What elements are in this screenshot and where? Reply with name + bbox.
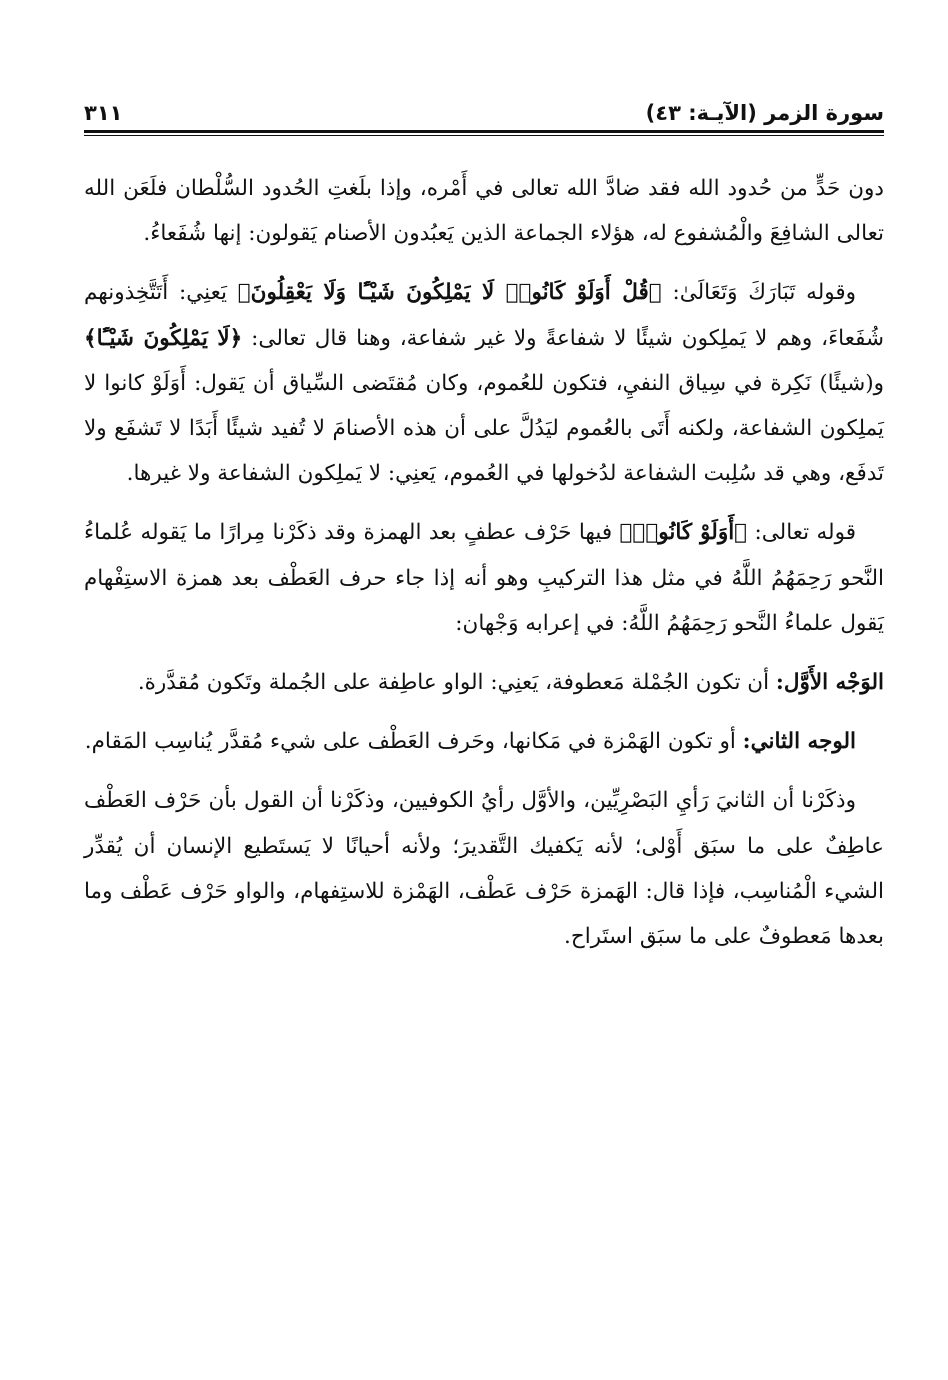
paragraph-6: [84, 778, 884, 959]
paragraph-text: دون حَدٍّ من حُدود الله فقد ضادَّ الله تعالى في أَمْره، وإذا بلَغتِ الحُدود السُّلْطان فلَعَن الله تعالى الشافِعَ والْمُشفوع له، هؤلاء الجماعة الذين يَعبُدون الأصنام يَقولون: إنها شُفَعاءُ.: [84, 176, 884, 247]
page-body: [84, 166, 884, 959]
paragraph-label: الوَجْه الأَوَّل:: [775, 670, 884, 696]
paragraph-label: الوجه الثاني:: [742, 729, 856, 755]
book-page: [84, 80, 884, 1340]
paragraph-lead: قوله تعالى:: [747, 520, 856, 546]
paragraph-lead: وقوله تَبَارَكَ وَتَعَالَىٰ:: [661, 280, 857, 306]
quran-verse: ﴿لَا يَمْلِكُونَ شَيْـًٔا﴾: [84, 325, 243, 351]
paragraph-3: [84, 510, 884, 646]
surah-title: سورة الزمر (الآيـة: ٤٣): [645, 101, 884, 125]
paragraph-text: فيها حَرْف عطفٍ بعد الهمزة وقد ذكَرْنا مِرارًا ما يَقوله عُلماءُ النَّحو رَحِمَهُمُ اللَّهُ في مثل هذا التركيبِ وهو أنه إذا جاء حرف العَطْف بعد همزة الاستِفْهام يَقول علماءُ النَّحو رَحِمَهُمُ اللَّهُ: في إعرابه وَجْهان:: [84, 520, 884, 636]
quran-verse: ﴿أَوَلَوْ كَانُوا۟﴾: [619, 520, 748, 546]
paragraph-text: يَعنِي: أَتَتَّخِذونهم شُفَعاءَ، وهم لا يَملِكون شيئًا لا شفاعةً ولا غير شفاعة، وهنا قال تعالى:: [84, 280, 884, 351]
paragraph-text: و(شيئًا) نَكِرة في سِياق النفيِ، فتكون للعُموم، وكان مُقتَضى السِّياق أن يَقول: أَوَلَوْ كانوا لا يَملِكون الشفاعة، ولكنه أَتَى بالعُموم ليَدُلَّ على أن هذه الأصنامَ لا تُفيد شيئًا أَبَدًا لا تَشفَع ولا تَدفَع، وهي قد سُلِبت الشفاعة لدُخولها في العُموم، يَعنِي: لا يَملِكون الشفاعة ولا غيرها.: [84, 370, 884, 487]
paragraph-5: [84, 719, 884, 764]
header-rule-thin: [84, 135, 884, 136]
page-number: ٣١١: [84, 101, 123, 125]
running-header: [84, 80, 884, 130]
paragraph-4: [84, 660, 884, 705]
paragraph-text: أو تكون الهَمْزة في مَكانها، وحَرف العَطْف على شيء مُقدَّر يُناسِب المَقام.: [84, 729, 743, 755]
header-rule-thick: [84, 130, 884, 133]
paragraph-2: [84, 270, 884, 496]
paragraph-1: [84, 166, 884, 256]
paragraph-text: أن تكون الجُمْلة مَعطوفة، يَعنِي: الواو عاطِفة على الجُملة وتَكون مُقدَّرة.: [137, 670, 776, 696]
paragraph-text: وذكَرْنا أن الثانيَ رَأيِ البَصْرِيِّين، والأوَّل رأيُ الكوفيين، وذكَرْنا أن القول بأن حَرْف العَطْف عاطِفٌ على ما سبَق أَوْلى؛ لأنه يَكفيك التَّقديرَ؛ ولأنه أحيانًا لا يَستَطيع الإنسان أن يُقدِّر الشيء الْمُناسِب، فإذا قال: الهَمزة حَرْف عَطْف، الهَمْزة للاستِفهام، والواو حَرْف عَطْف وما بعدها مَعطوفٌ على ما سبَق استَراح.: [84, 788, 884, 950]
quran-verse: ﴿قُلْ أَوَلَوْ كَانُوا۟ لَا يَمْلِكُونَ شَيْـًٔا وَلَا يَعْقِلُونَ﴾: [237, 280, 662, 306]
